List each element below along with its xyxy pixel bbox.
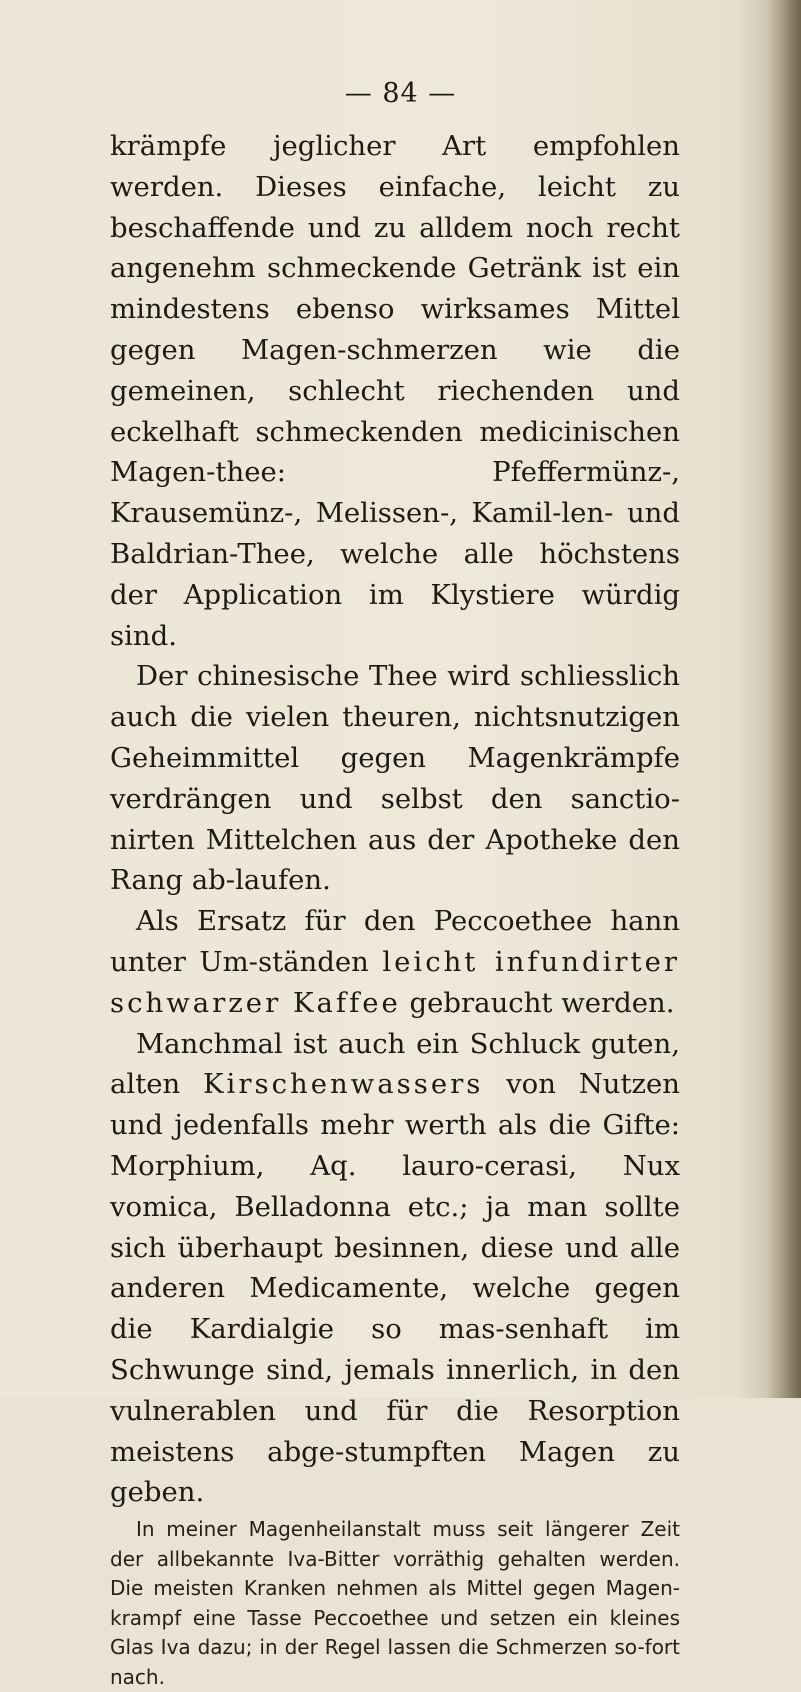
paragraph-4-text-before: Manchmal ist auch ein Schluck guten, alten	[110, 1027, 680, 1101]
paragraph-4-spaced-emphasis: Kirschenwassers	[202, 1068, 484, 1101]
paragraph-3	[110, 901, 680, 1023]
paragraph-4	[110, 1024, 680, 1514]
paragraph-1: krämpfe jeglicher Art empfohlen werden. Dieses einfache, leicht zu beschaffende und zu alldem noch recht angenehm schmeckende Getränk ist ein mindestens ebenso wirksames Mittel gegen Magen-schmerzen wie die gemeinen, schlecht riechenden und eckelhaft schmeckenden medicinischen Magen-thee: Pfeffermünz-, Krausemünz-, Melissen-, Kamil-len- und Baldrian-Thee, welche alle höchstens der Application im Klystiere würdig sind.	[110, 130, 680, 652]
paragraph-3-text-after: gebraucht werden.	[400, 986, 675, 1019]
page-number: — 84 —	[344, 78, 457, 109]
paragraph-4-text-after: von Nutzen und jedenfalls mehr werth als die Gifte: Morphium, Aq. lauro-cerasi, Nux vomica, Belladonna etc.; ja man sollte sich überhaupt besinnen, diese und alle anderen Medicamente, welche gegen die Kardialgie so mas-senhaft im Schwunge sind, jemals innerlich, in den vulnerablen und für die Resorption meistens abge-stumpften Magen zu geben.	[110, 1068, 680, 1509]
book-spine-shadow	[767, 0, 801, 1398]
body-text	[110, 126, 680, 1692]
paragraph-3-text-before: Als Ersatz für den Peccoethee hann unter Um-ständen	[110, 905, 680, 978]
paragraph-3-spaced-emphasis: leicht infundirter schwarzer Kaffee	[110, 945, 680, 1019]
paragraph-2: Der chinesische Thee wird schliesslich auch die vielen theuren, nichtsnutzigen Geheimmittel gegen Magenkrämpfe verdrängen und selbst den sanctio-nirten Mittelchen aus der Apotheke den Rang ab-laufen.	[110, 660, 680, 897]
footnote: In meiner Magenheilanstalt muss seit längerer Zeit der allbekannte Iva-Bitter vorräthig gehalten werden. Die meisten Kranken nehmen als Mittel gegen Magen-krampf eine Tasse Peccoethee und setzen ein kleines Glas Iva dazu; in der Regel lassen die Schmerzen so-fort nach.	[110, 1517, 680, 1689]
